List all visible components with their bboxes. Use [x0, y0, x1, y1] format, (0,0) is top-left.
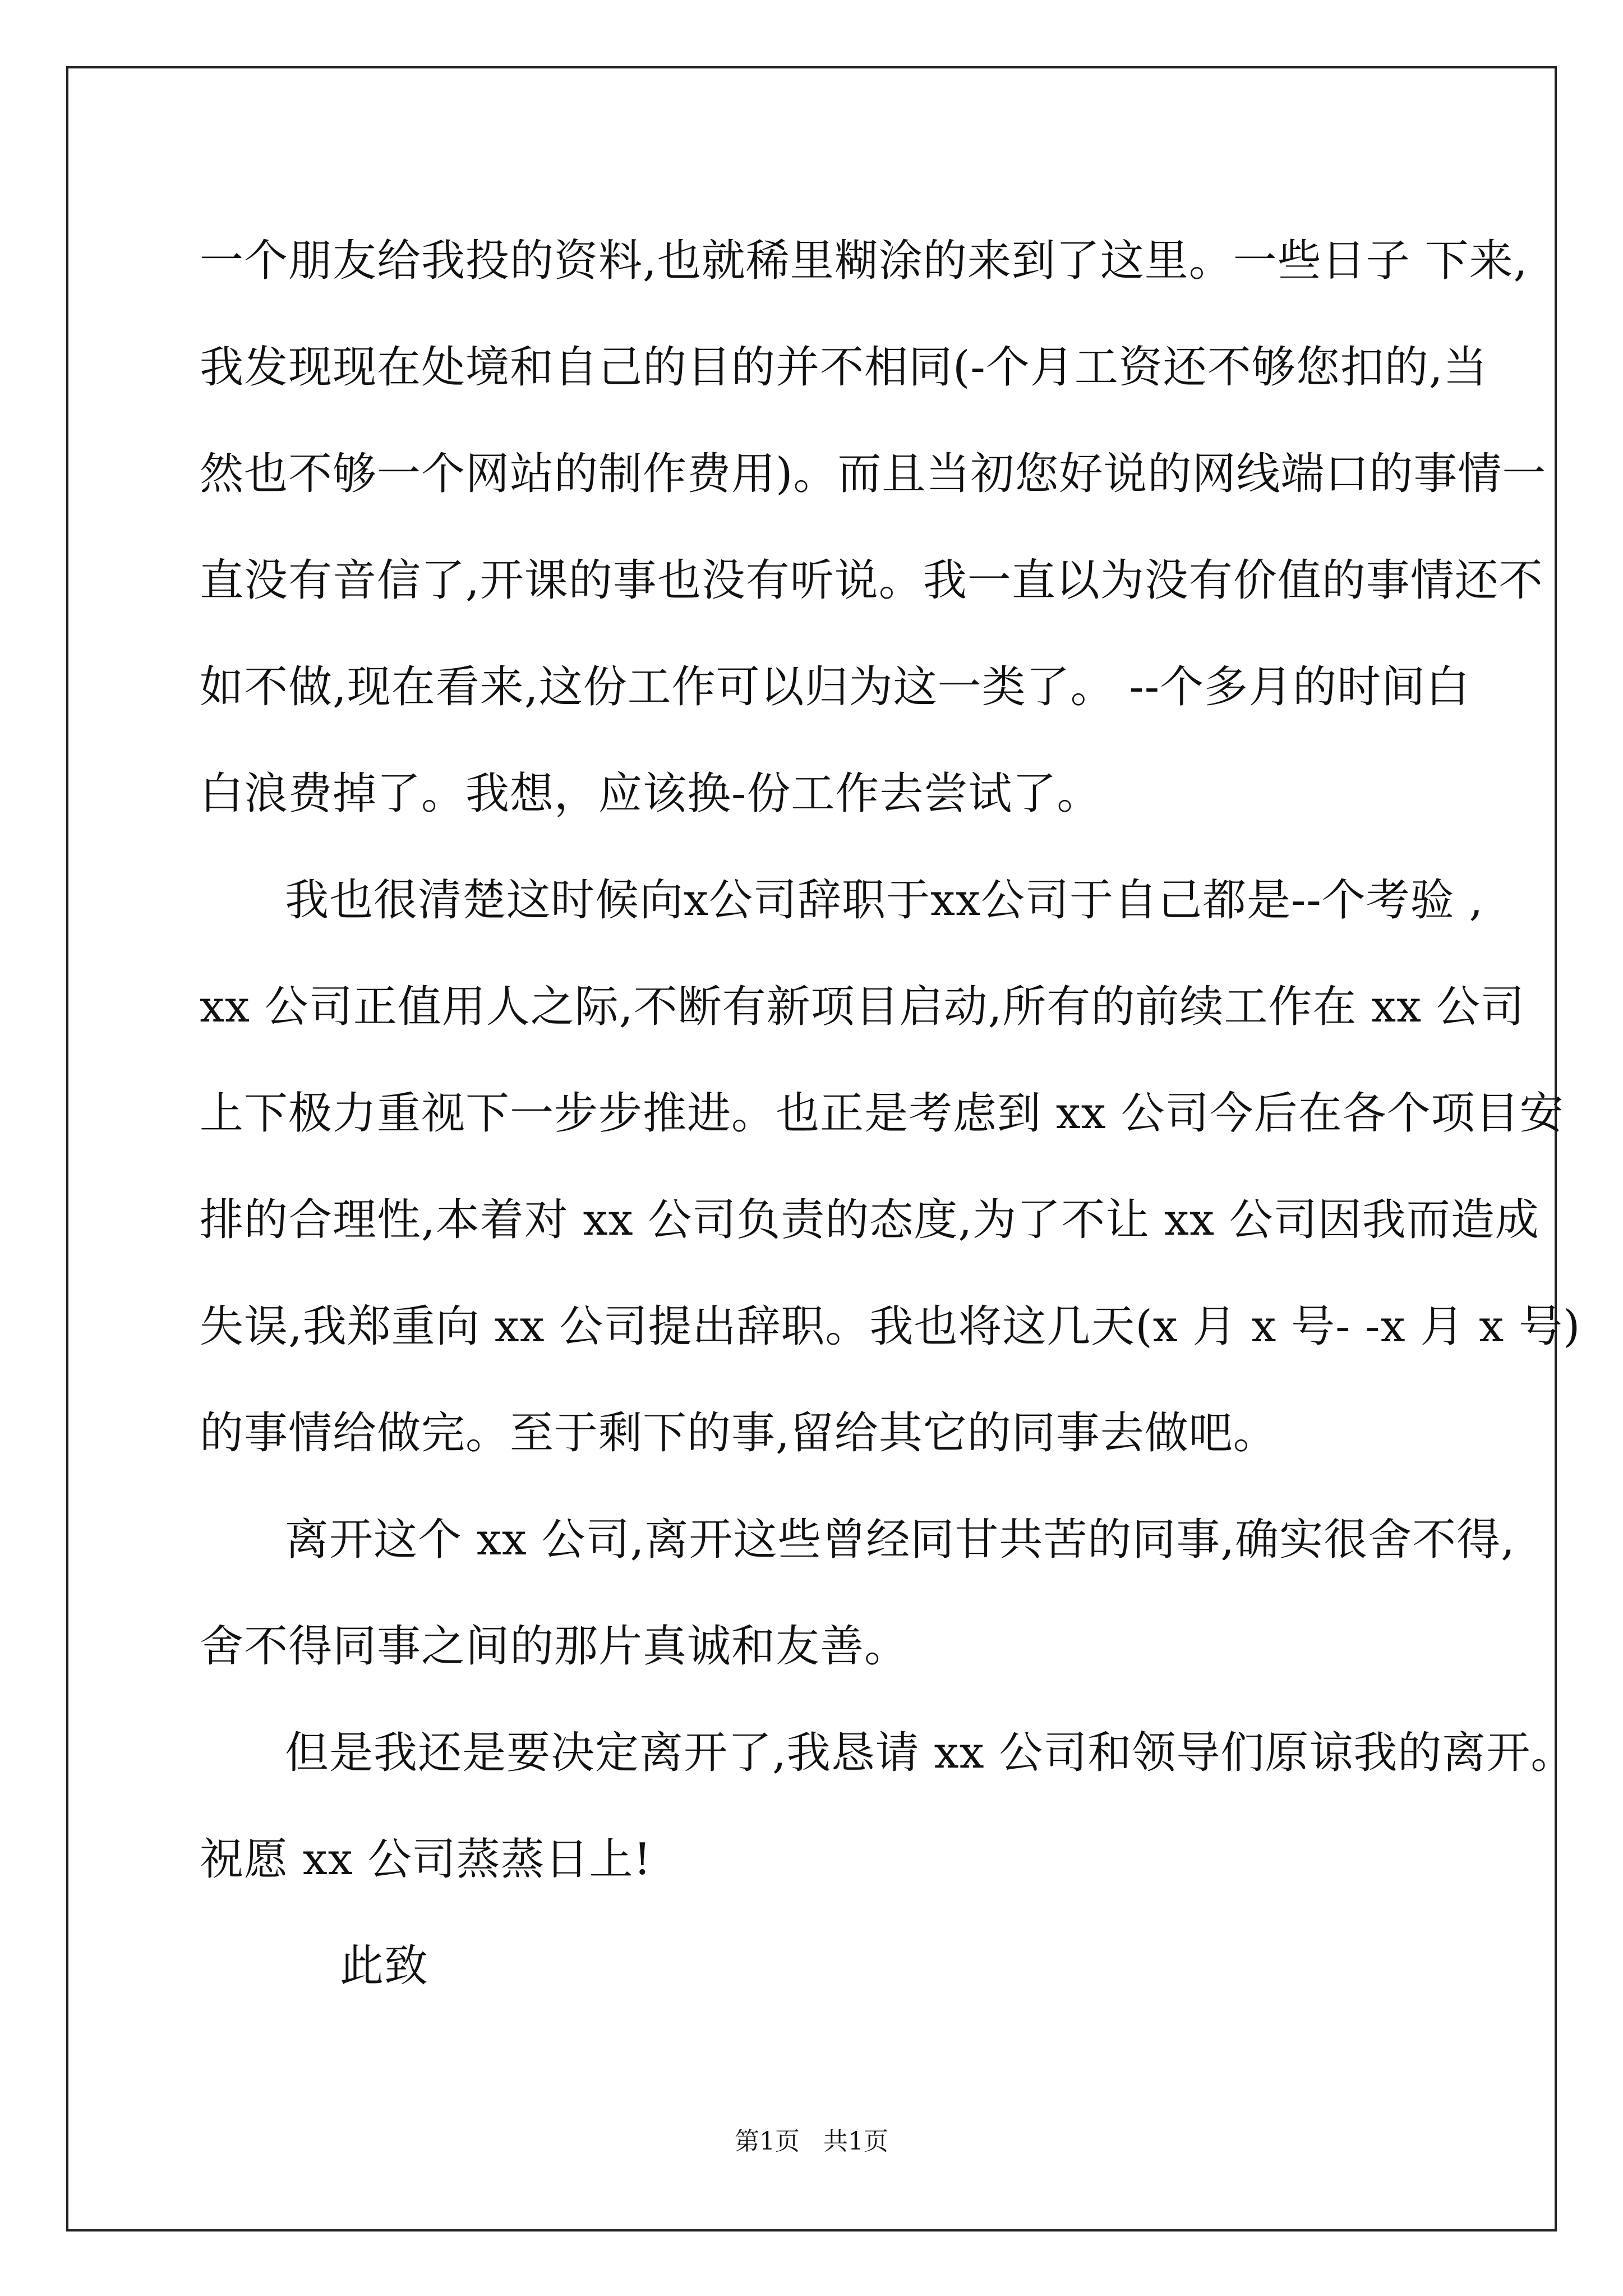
- text-line: xx 公司正值用人之际,不断有新项目启动,所有的前续工作在 xx 公司: [200, 982, 1525, 1032]
- page-number: 第1页: [735, 2127, 800, 2156]
- text-line: 舍不得同事之间的那片真诚和友善。: [200, 1621, 909, 1672]
- letter-body: [200, 208, 1581, 2019]
- closing-salutation: 此致: [340, 1941, 429, 1991]
- paragraph-start-line: 我也很清楚这时候向x公司辞职于xx公司于自己都是--个考验 ,: [285, 875, 1484, 926]
- paragraph-start-line: 但是我还是要决定离开了,我恳请 xx 公司和领导们原谅我的离开。: [285, 1728, 1575, 1778]
- text-line: 我发现现在处境和自己的目的并不相同(-个月工资还不够您扣的,当: [200, 342, 1488, 393]
- text-line: 如不做,现在看来,这份工作可以归为这一类了。 --个多月的时间白: [200, 662, 1470, 712]
- page-footer: [0, 2125, 1623, 2159]
- text-line: 失误,我郑重向 xx 公司提出辞职。我也将这几天(x 月 x 号- -x 月 x 号): [200, 1301, 1581, 1352]
- text-line: 的事情给做完。至于剩下的事,留给其它的同事去做吧。: [200, 1408, 1278, 1458]
- page-total: 共1页: [823, 2127, 888, 2156]
- paragraph-start-line: 离开这个 xx 公司,离开这些曾经同甘共苦的同事,确实很舍不得,: [285, 1515, 1515, 1565]
- text-line: 然也不够一个网站的制作费用)。而且当初您好说的网线端口的事情一: [200, 449, 1547, 499]
- text-line: 排的合理性,本着对 xx 公司负责的态度,为了不让 xx 公司因我而造成: [200, 1195, 1539, 1245]
- text-line: 白浪费掉了。我想，应该换-份工作去尝试了。: [200, 769, 1101, 819]
- text-line: 一个朋友给我投的资料,也就稀里糊涂的来到了这里。一些日子 下来,: [200, 236, 1528, 286]
- text-line: 祝愿 xx 公司蒸蒸日上!: [200, 1834, 652, 1885]
- text-line: 上下极力重视下一步步推进。也正是考虑到 xx 公司今后在各个项目安: [200, 1088, 1564, 1139]
- text-line: 直没有音信了,开课的事也没有听说。我一直以为没有价值的事情还不: [200, 555, 1543, 606]
